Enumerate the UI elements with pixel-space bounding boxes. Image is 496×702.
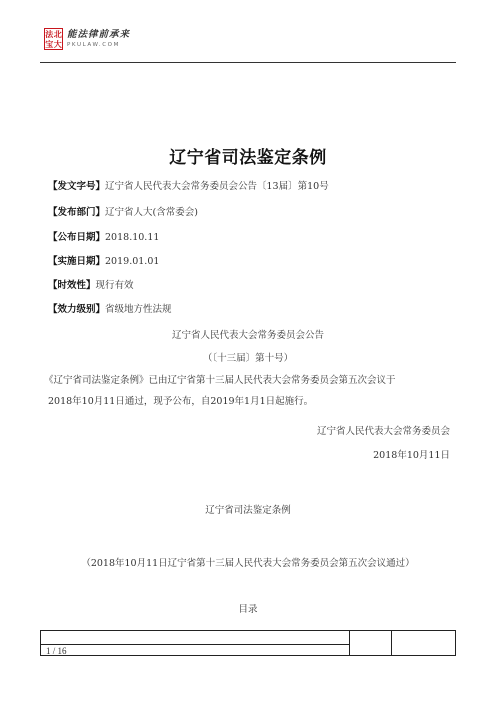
meta-key: 【发文字号】 <box>48 181 106 192</box>
brand-slogan: 能法律前承来 <box>67 29 131 40</box>
seal-char: 北 <box>53 29 62 39</box>
signature-date: 2018年10月11日 <box>373 450 450 461</box>
meta-value: 辽宁省人民代表大会常务委员会公告〔13届〕第10号 <box>105 181 329 192</box>
footer-table <box>40 630 456 656</box>
footer-column-divider <box>391 631 392 655</box>
announcement-body <box>44 370 458 412</box>
meta-key: 【实施日期】 <box>48 256 106 267</box>
signature-organization: 辽宁省人民代表大会常务委员会 <box>316 426 450 437</box>
meta-validity <box>48 280 134 292</box>
announcement-title: 辽宁省人民代表大会常务委员会公告 <box>171 330 324 341</box>
meta-key: 【效力级别】 <box>48 304 106 315</box>
body-line: 2018年10月11日通过，现予公布，自2019年1月1日起施行。 <box>48 396 314 407</box>
body-line: 《辽宁省司法鉴定条例》已由辽宁省第十三届人民代表大会常务委员会第五次会议于 <box>44 375 396 386</box>
brand-domain: PKULAW.COM <box>67 42 120 48</box>
seal-char: 大 <box>53 39 62 49</box>
announcement-number: （〔十三届〕第十号） <box>202 353 294 364</box>
meta-value: 省级地方性法规 <box>105 304 172 315</box>
meta-value: 2019.01.01 <box>105 256 160 267</box>
meta-effective-date <box>48 256 159 268</box>
logo-text <box>67 29 130 49</box>
footer-column-divider <box>349 631 350 655</box>
meta-key: 【发布部门】 <box>48 207 106 218</box>
meta-value: 现行有效 <box>95 280 134 291</box>
meta-value: 2018.10.11 <box>105 232 160 243</box>
page-indicator: 1 / 16 <box>46 646 67 656</box>
footer-divider <box>41 644 349 645</box>
law-title: 辽宁省司法鉴定条例 <box>205 505 291 516</box>
page-title: 辽宁省司法鉴定条例 <box>169 148 327 168</box>
meta-document-number <box>48 181 329 193</box>
meta-effect-level <box>48 304 172 316</box>
meta-key: 【公布日期】 <box>48 232 106 243</box>
meta-issuing-department <box>48 207 198 219</box>
meta-value: 辽宁省人大(含常委会) <box>105 207 198 218</box>
header-divider <box>40 62 456 63</box>
table-of-contents-heading: 目录 <box>238 604 258 615</box>
meta-publish-date <box>48 232 159 244</box>
seal-char: 法 <box>45 29 54 39</box>
pkulaw-logo[interactable] <box>44 28 130 50</box>
logo-seal-icon <box>44 28 63 50</box>
seal-char: 宝 <box>45 39 54 49</box>
law-adoption-note: （2018年10月11日辽宁省第十三届人民代表大会常务委员会第五次会议通过） <box>81 558 415 569</box>
meta-key: 【时效性】 <box>48 280 96 291</box>
